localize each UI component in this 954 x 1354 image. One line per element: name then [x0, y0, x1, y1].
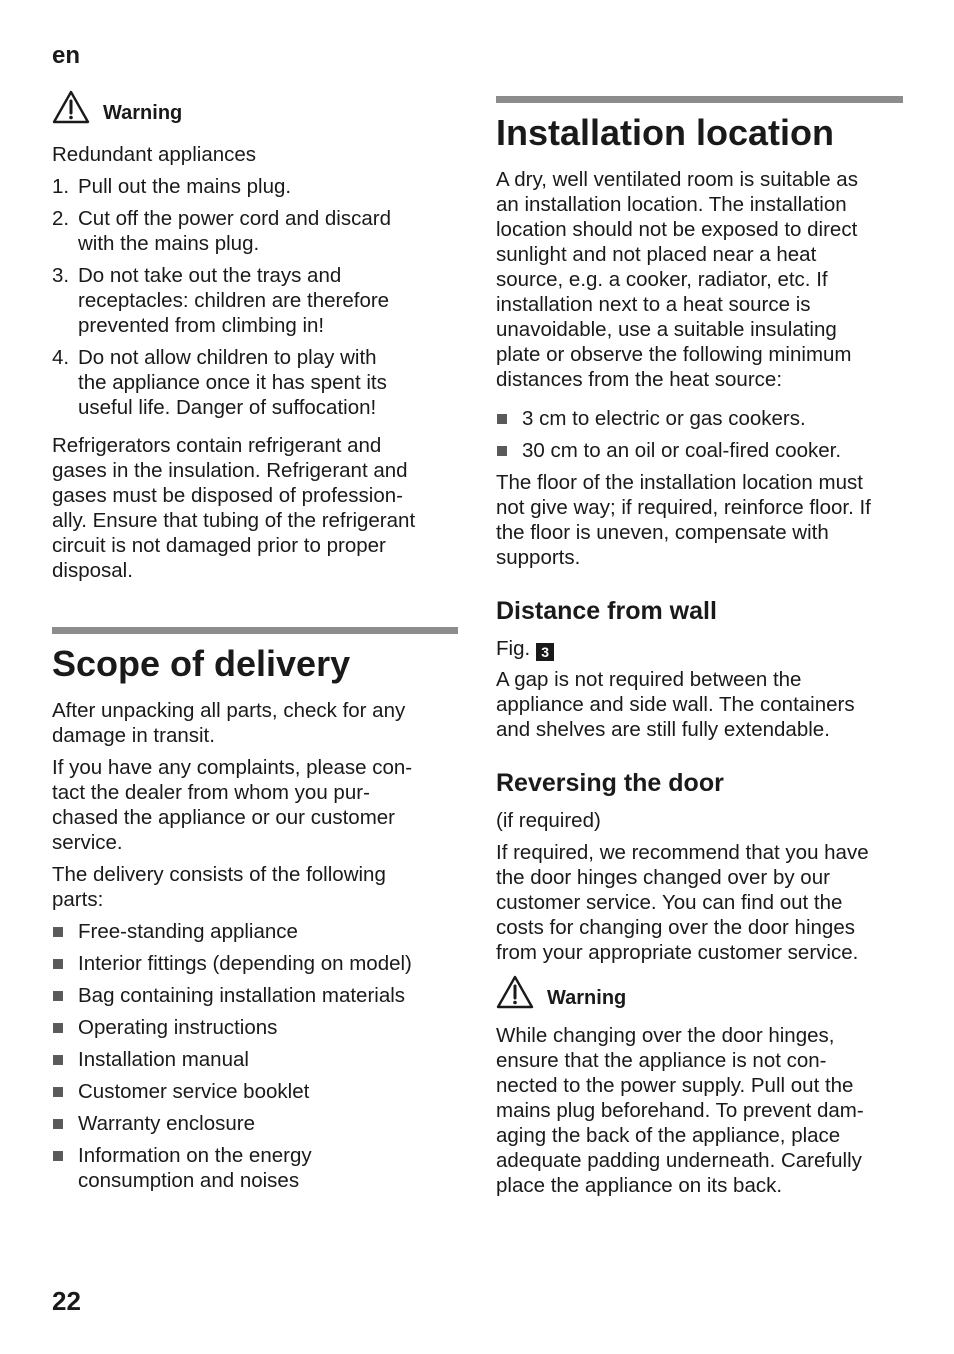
list-item: 3 cm to electric or gas cookers. [496, 406, 903, 431]
step-item: 3. Do not take out the trays and receptacles: children are therefore prevented from climbing in! [52, 264, 390, 337]
page-number: 22 [52, 1286, 81, 1316]
step-item: 1. Pull out the mains plug. [52, 175, 292, 198]
warning-intro: Redundant appliances [52, 143, 257, 166]
warning-icon [496, 975, 534, 1009]
installation-paragraph-2: The floor of the installation location must not give way; if required, reinforce floor. If the floor is uneven, compensate with supports. [496, 471, 871, 569]
heat-distance-list [496, 406, 903, 463]
disposal-steps [52, 174, 458, 420]
section-rule [496, 96, 903, 103]
reversing-door-paragraph: If required, we recommend that you have the door hinges changed over by our customer service. You can find out the costs for changing over the door hinges from your appropriate customer service. [496, 841, 869, 964]
installation-paragraph-1: A dry, well ventilated room is suitable as an installation location. The installation location should not be exposed to direct sunlight and not placed near a heat source, e.g. a cooker, radiator, etc. If installation next to a heat source is unavoidable, use a suitable insulating plate or observe the following minimum distances from the heat source: [496, 168, 858, 391]
section-rule [52, 627, 458, 634]
warning-heading [496, 975, 903, 1009]
scope-paragraph-2: If you have any complaints, please con- tact the dealer from whom you pur- chased the appliance or our customer service. [52, 756, 413, 854]
reversing-door-subtitle: (if required) [496, 809, 601, 832]
delivery-parts-list [52, 919, 458, 1193]
reversing-door-title: Reversing the door [496, 769, 724, 797]
list-item: Interior fittings (depending on model) [52, 951, 458, 976]
distance-paragraph: A gap is not required between the appliance and side wall. The containers and shelves are still fully extendable. [496, 668, 855, 741]
warning-icon [52, 90, 90, 124]
language-code: en [52, 42, 81, 69]
list-item: Customer service booklet [52, 1079, 458, 1104]
figure-reference: Fig. 3 [496, 636, 903, 661]
warning-label: Warning [547, 987, 627, 1009]
list-item: Free-standing appliance [52, 919, 458, 944]
step-item: 4. Do not allow children to play with the appliance once it has spent its useful life. Danger of suffocation! [52, 346, 387, 419]
list-item: Warranty enclosure [52, 1111, 458, 1136]
step-item: 2. Cut off the power cord and discard with the mains plug. [52, 207, 391, 255]
distance-title: Distance from wall [496, 597, 717, 625]
figure-number-badge: 3 [536, 643, 554, 661]
warning-heading [52, 90, 458, 124]
list-item: Information on the energy consumption and noises [52, 1143, 458, 1193]
scope-paragraph-3: The delivery consists of the following parts: [52, 863, 386, 911]
list-item: Operating instructions [52, 1015, 458, 1040]
list-item: Installation manual [52, 1047, 458, 1072]
warning-label: Warning [103, 102, 183, 124]
door-warning-paragraph: While changing over the door hinges, ensure that the appliance is not con- nected to the power supply. Pull out the mains plug beforehand. To prevent dam- aging the back of the appliance, place adequate padding underneath. Carefully place the appliance on its back. [496, 1024, 864, 1197]
list-item: Bag containing installation materials [52, 983, 458, 1008]
installation-title: Installation location [496, 112, 835, 153]
scope-title: Scope of delivery [52, 643, 351, 684]
list-item: 30 cm to an oil or coal-fired cooker. [496, 438, 903, 463]
scope-paragraph-1: After unpacking all parts, check for any damage in transit. [52, 699, 406, 747]
refrigerant-paragraph: Refrigerators contain refrigerant and gases in the insulation. Refrigerant and gases must be disposed of profession- ally. Ensure that tubing of the refrigerant circuit is not damaged prior to proper disposal. [52, 434, 416, 582]
